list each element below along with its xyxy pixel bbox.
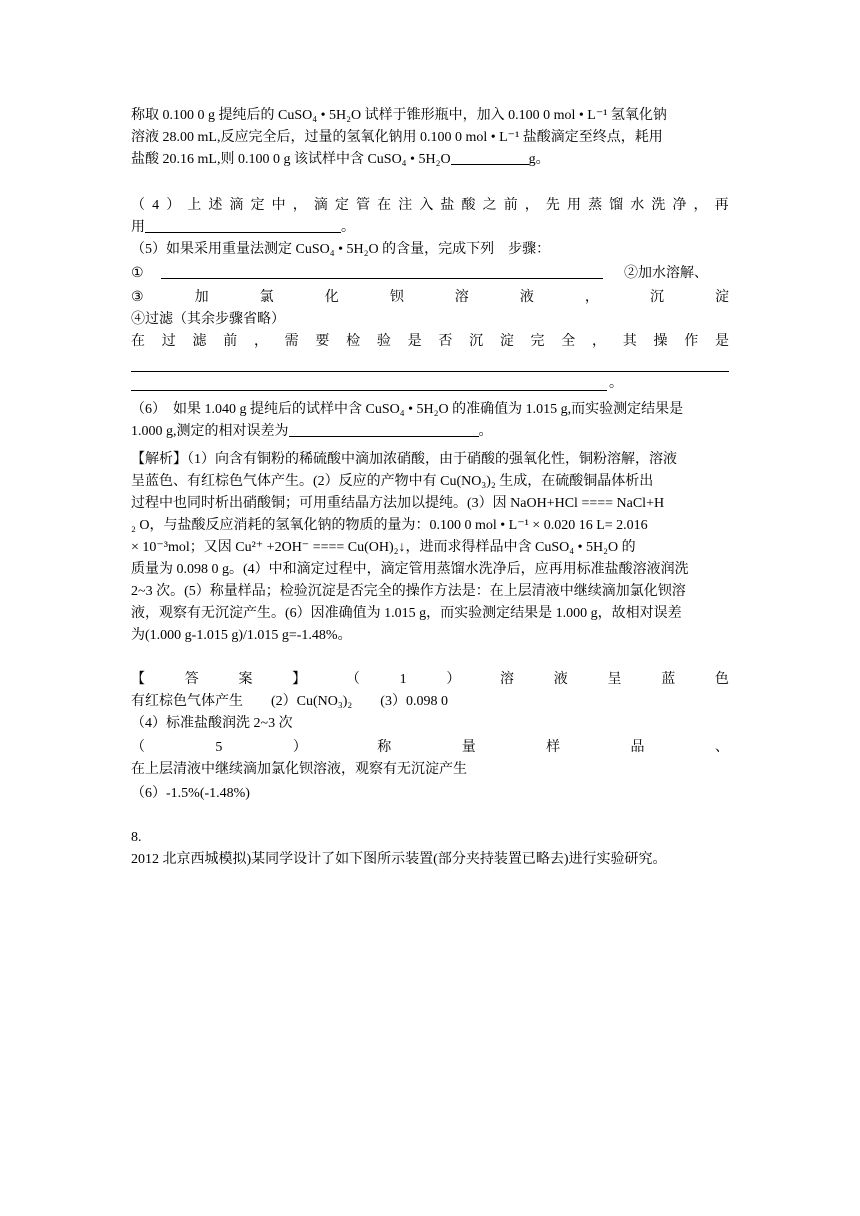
char: 化 [324,290,339,305]
char: ， [292,198,307,213]
char: ， [592,334,607,349]
char: 作 [684,334,699,349]
char: 前 [503,198,518,213]
char: 淀 [499,334,514,349]
char: 4 [152,198,160,213]
char: 淀 [714,290,729,305]
char: 馏 [609,198,624,213]
char: 加 [194,290,209,305]
char: ， [524,198,539,213]
text-line: （6）-1.5%(-1.48%) [131,786,250,801]
char: 、 [714,740,729,755]
char: 注 [398,198,413,213]
char: 需 [284,334,299,349]
answer-blank [131,376,607,391]
char: 滴 [229,198,244,213]
text-segment: g。 [528,152,550,167]
char: 液 [519,290,534,305]
char: 是 [714,334,729,349]
char: 滤 [192,334,207,349]
answer-5-line [131,738,729,758]
answer-blank [451,150,529,165]
text-line: （4）标准盐酸润洗 2~3 次 [131,716,293,731]
analysis-line: ₂ O，与盐酸反应消耗的氢氧化钠的物质的量为：0.100 0 mol • L⁻¹ × 0.020 16 L= 2.016 [131,518,648,533]
char: 钡 [389,290,404,305]
char: 完 [530,334,545,349]
char: ， [253,334,268,349]
char: 要 [315,334,330,349]
step-1-line [131,264,729,284]
text-line: 有红棕色气体产生 (2）Cu(NO₃)₂ (3）0.098 0 [131,694,448,709]
char: 量 [461,740,476,755]
answer-rule [131,371,729,372]
char: ， [693,198,708,213]
char: 在 [131,334,145,349]
char: 水 [630,198,645,213]
analysis-line: 质量为 0.098 0 g。(4）中和滴定过程中，滴定管用蒸馏水洗净后，应再用标准盐酸溶液润洗 [131,562,689,577]
char: （ [131,198,145,213]
step-3-line [131,288,729,308]
analysis-line: × 10⁻³mol；又因 Cu²⁺ +2OH⁻ ==== Cu(OH)₂↓，进而求得样品中含 CuSO₄ • 5H₂O 的 [131,540,636,555]
char: 上 [187,198,202,213]
analysis-line: 过程中也同时析出硝酸铜；可用重结晶方法加以提纯。(3）因 NaOH+HCl ==== NaCl+H [131,496,665,511]
char: 中 [271,198,286,213]
char: （ [345,672,360,687]
char: 洗 [651,198,666,213]
analysis-line: 2~3 次。(5）称量样品；检验沉淀是否完全的操作方法是：在上层清液中继续滴加氯化钡溶 [131,584,686,599]
char: 再 [714,198,729,213]
char: ， [584,290,599,305]
question-6-line: （6） 如果 1.040 g 提纯后的试样中含 CuSO₄ • 5H₂O 的准确值为 1.015 g,而实验测定结果是 [131,402,684,417]
analysis-line: 液，观察有无沉淀产生。(6）因准确值为 1.015 g，而实验测定结果是 1.000 g，故相对误差 [131,606,682,621]
char: 定 [250,198,265,213]
char: 过 [161,334,176,349]
char: 之 [482,198,497,213]
step-marker: ① [131,266,144,281]
char: 前 [223,334,238,349]
char: 否 [438,334,453,349]
char: 用 [566,198,581,213]
char: 样 [546,740,561,755]
char: ） [166,198,181,213]
char: 沉 [649,290,664,305]
char: 呈 [607,672,622,687]
char: 操 [653,334,668,349]
answer-blank [289,422,479,437]
char: 蒸 [588,198,603,213]
char: 酸 [461,198,476,213]
char: 液 [553,672,568,687]
answer-rule-line [131,374,729,394]
question-8-number: 8. [131,830,142,845]
char: 溶 [454,290,469,305]
char: 答 [184,672,199,687]
text-segment: 用 [131,220,145,235]
char: 是 [407,334,422,349]
char: 色 [714,672,729,687]
char: 先 [545,198,560,213]
char: ） [446,672,461,687]
char: 5 [215,740,223,755]
step-2-text: ②加水溶解、 [624,266,708,281]
check-line [131,332,729,352]
char: 全 [561,334,576,349]
text-line: 溶液 28.00 mL,反应完全后，过量的氢氧化钠用 0.100 0 mol • L⁻¹ 盐酸滴定至终点，耗用 [131,130,663,145]
analysis-line: 【解析】（1）向含有铜粉的稀硫酸中滴加浓硝酸，由于硝酸的强氧化性，铜粉溶解，溶液 [131,452,677,467]
question-5-intro: （5）如果采用重量法测定 CuSO₄ • 5H₂O 的含量，完成下列 步骤： [131,242,551,257]
question-4-line [131,196,729,216]
analysis-line: 呈蓝色、有红棕色气体产生。(2）反应的产物中有 Cu(NO₃)₂ 生成，在硫酸铜晶体析出 [131,474,654,489]
char: 述 [208,198,223,213]
char: 【 [131,672,145,687]
char: 在 [377,198,392,213]
char: ） [292,740,307,755]
char: 入 [419,198,434,213]
char: 管 [356,198,371,213]
char: 蓝 [661,672,676,687]
char: ③ [131,290,144,305]
char: 沉 [469,334,484,349]
char: 】 [292,672,307,687]
analysis-line: 为(1.000 g-1.015 g)/1.015 g=-1.48%。 [131,628,352,643]
text-segment: 盐酸 20.16 mL,则 0.100 0 g 该试样中含 CuSO₄ • 5H₂O [131,152,451,167]
char: 1 [399,672,407,687]
text-segment: 1.000 g,测定的相对误差为 [131,424,289,439]
char: 定 [334,198,349,213]
text-line: 在上层清液中继续滴加氯化钡溶液，观察有无沉淀产生 [131,762,467,777]
text-segment: 。 [478,424,493,439]
text-line [131,150,550,170]
char: （ [131,740,145,755]
question-8-text: 2012 北京西城模拟)某同学设计了如下图所示装置(部分夹持装置已略去)进行实验研究。 [131,852,667,867]
char: 称 [377,740,392,755]
char: 滴 [313,198,328,213]
answer-blank [161,264,603,279]
step-4-line: ④过滤（其余步骤省略） [131,312,285,327]
text-segment: 。 [609,376,623,391]
char: 案 [238,672,253,687]
text-line [131,422,493,442]
char: 检 [346,334,361,349]
answer-heading-line [131,670,729,690]
text-line: 称取 0.100 0 g 提纯后的 CuSO₄ • 5H₂O 试样于锥形瓶中，加入 0.100 0 mol • L⁻¹ 氢氧化钠 [131,108,667,123]
char: 氯 [259,290,274,305]
char: 净 [672,198,687,213]
char: 验 [376,334,391,349]
text-line [131,218,355,238]
char: 溶 [500,672,515,687]
answer-blank [145,218,341,233]
char: 其 [622,334,637,349]
text-segment: 。 [341,220,355,235]
char: 品 [630,740,645,755]
char: 盐 [440,198,455,213]
